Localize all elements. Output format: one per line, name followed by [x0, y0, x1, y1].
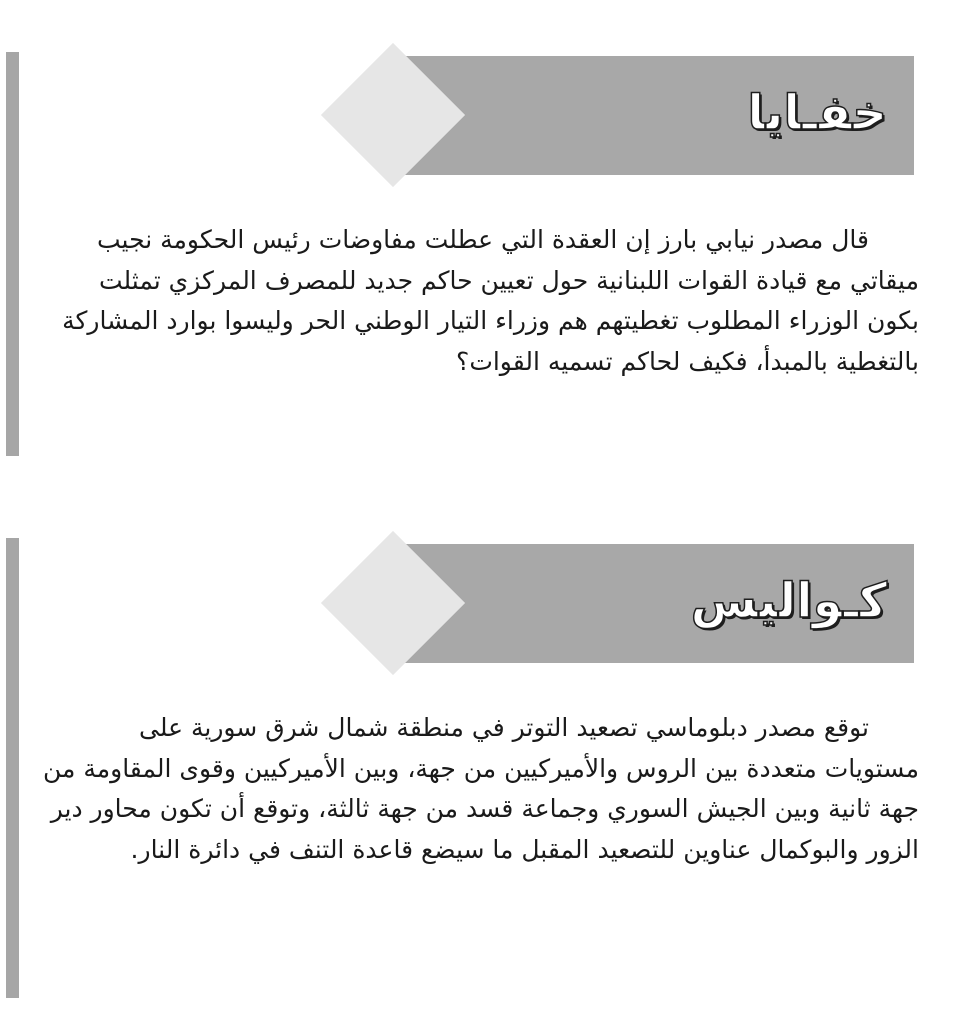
side-bar: [6, 538, 19, 998]
section-title: كـواليس: [690, 573, 887, 629]
section-kawalees: [0, 538, 979, 998]
section-body: توقع مصدر دبلوماسي تصعيد التوتر في منطقة شمال شرق سورية على مستويات متعددة بين الروس والأميركيين من جهة، وبين الأميركيين وقوى المقاومة من جهة ثانية وبين الجيش السوري وجماعة قسد من جهة ثالثة، وتوقع أن تكون محاور دير الزور والبوكمال عناوين للتصعيد المقبل ما سيضع قاعدة التنف في دائرة النار.: [42, 713, 919, 864]
section-khafaya: [0, 52, 979, 456]
section-title: خفـايا: [747, 85, 887, 141]
side-bar: [6, 52, 19, 456]
section-body: قال مصدر نيابي بارز إن العقدة التي عطلت مفاوضات رئيس الحكومة نجيب ميقاتي مع قيادة القوات اللبنانية حول تعيين حاكم جديد للمصرف المركزي تمثلت بكون الوزراء المطلوب تغطيتهم هم وزراء التيار الوطني الحر وليسوا بوارد المشاركة بالتغطية بالمبدأ، فكيف لحاكم تسميه القوات؟: [62, 225, 919, 376]
